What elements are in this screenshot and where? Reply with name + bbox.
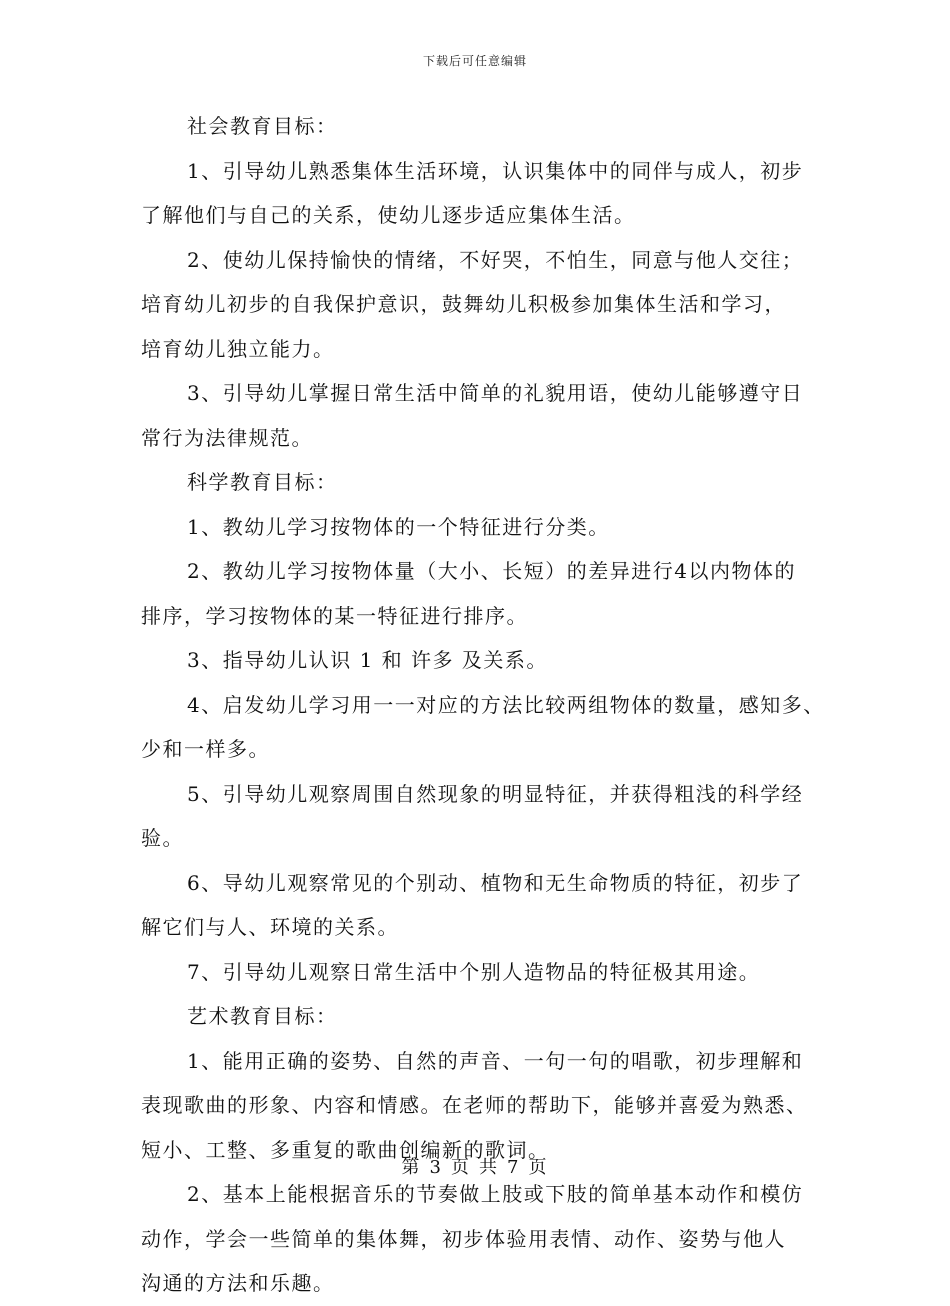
text-line: 了解他们与自己的关系，使幼儿逐步适应集体生活。 <box>141 203 636 227</box>
text-line: 动作，学会一些简单的集体舞，初步体验用表情、动作、姿势与他人 <box>141 1226 786 1251</box>
text-line: 1、能用正确的姿势、自然的声音、一句一句的唱歌，初步理解和 <box>187 1048 804 1073</box>
footer-label-page: 第 <box>401 1157 422 1178</box>
text-line: 少和一样多。 <box>141 737 270 761</box>
text-line: 3、指导幼儿认识 1 和 许多 及关系。 <box>187 648 548 672</box>
text-line: 艺术教育目标： <box>187 1004 338 1028</box>
footer-current-page: 3 <box>429 1157 443 1178</box>
text-line: 7、引导幼儿观察日常生活中个别人造物品的特征极其用途。 <box>187 959 761 984</box>
text-line: 1、教幼儿学习按物体的一个特征进行分类。 <box>187 514 610 539</box>
text-line: 科学教育目标： <box>187 470 338 494</box>
text-line: 解它们与人、环境的关系。 <box>141 915 399 939</box>
page-footer <box>0 1153 950 1179</box>
text-line: 2、使幼儿保持愉快的情绪，不好哭，不怕生，同意与他人交往； <box>187 247 804 272</box>
text-line: 1、引导幼儿熟悉集体生活环境，认识集体中的同伴与成人，初步 <box>187 158 804 183</box>
text-line: 验。 <box>141 826 184 850</box>
text-line: 培育幼儿独立能力。 <box>141 336 335 361</box>
text-line: 短小、工整、多重复的歌曲创编新的歌词。 <box>141 1137 550 1162</box>
footer-total-pages: 7 <box>507 1157 521 1178</box>
text-line: 3、引导幼儿掌握日常生活中简单的礼貌用语，使幼儿能够遵守日 <box>187 381 804 405</box>
text-line: 沟通的方法和乐趣。 <box>141 1271 335 1295</box>
text-line: 4、启发幼儿学习用一一对应的方法比较两组物体的数量，感知多、 <box>187 692 825 717</box>
footer-label-total-unit: 页 <box>528 1157 549 1178</box>
text-line: 2、基本上能根据音乐的节奏做上肢或下肢的简单基本动作和模仿 <box>187 1182 804 1206</box>
text-line: 排序，学习按物体的某一特征进行排序。 <box>141 603 528 628</box>
document-body <box>141 104 831 1306</box>
text-line: 表现歌曲的形象、内容和情感。在老师的帮助下，能够并喜爱为熟悉、 <box>141 1093 808 1117</box>
text-line: 2、教幼儿学习按物体量（大小、长短）的差异进行4以内物体的 <box>187 559 796 583</box>
footer-label-page-unit: 页 <box>451 1157 471 1178</box>
page-header: 下载后可任意编辑 <box>422 54 527 68</box>
text-line: 常行为法律规范。 <box>141 425 313 450</box>
footer-label-total: 共 <box>479 1157 499 1178</box>
text-line: 培育幼儿初步的自我保护意识，鼓舞幼儿积极参加集体生活和学习， <box>141 292 786 316</box>
text-line: 5、引导幼儿观察周围自然现象的明显特征，并获得粗浅的科学经 <box>187 781 804 806</box>
text-line: 社会教育目标： <box>187 114 338 138</box>
text-line: 6、导幼儿观察常见的个别动、植物和无生命物质的特征，初步了 <box>187 870 804 895</box>
